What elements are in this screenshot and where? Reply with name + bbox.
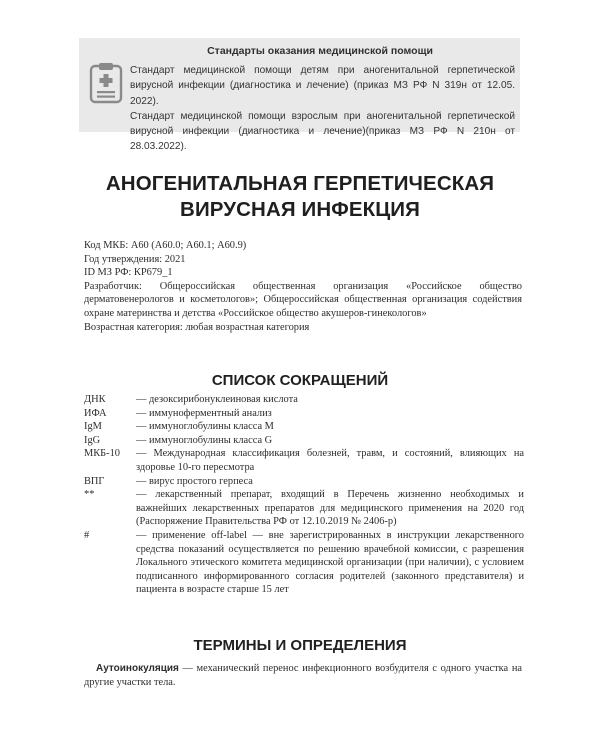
abbreviation-key: # <box>84 529 90 541</box>
abbreviation-row <box>84 447 524 474</box>
abbreviation-definition: — лекарственный препарат, входящий в Перечень жизненно необходимых и важнейших лекарственных препаратов для медицинского применения на 2020 год (Распоряжение Правительства РФ от 12.10.2019 № 2406-р) <box>136 489 524 528</box>
approval-year: Год утверждения: 2021 <box>84 253 186 265</box>
abbreviations-heading: СПИСОК СОКРАЩЕНИЙ <box>211 372 389 389</box>
abbreviation-definition: — иммуноферментный анализ <box>136 407 272 419</box>
developer: Разработчик: Общероссийская общественная организация «Российское общество дерматовенерологов и косметологов»; Общероссийская общественная организация содействия охране материнства и детства «Российское общество акушеров-гинекологов» <box>84 280 522 319</box>
abbreviation-key: IgM <box>84 421 102 433</box>
standard-item: Стандарт медицинской помощи детям при аногенитальной герпетической вирусной инфекции (диагностика и лечение) (приказ МЗ РФ N 319н от 12.05. 2022). <box>130 65 515 107</box>
abbreviation-key: ДНК <box>84 394 106 405</box>
abbreviation-row <box>84 475 524 489</box>
ministry-id: ID МЗ РФ: КР679_1 <box>84 267 173 279</box>
age-category: Возрастная категория: любая возрастная категория <box>84 321 310 333</box>
abbreviation-key: МКБ-10 <box>84 448 120 460</box>
abbreviation-definition: — дезоксирибонуклеиновая кислота <box>136 394 298 405</box>
terms-heading: ТЕРМИНЫ И ОПРЕДЕЛЕНИЯ <box>193 637 407 654</box>
abbreviation-row <box>84 434 524 448</box>
term-word: Аутоинокуляция <box>96 663 179 674</box>
standard-item: Стандарт медицинской помощи взрослым при аногенитальной герпетической вирусной инфекции (диагностика и лечение)(приказ МЗ РФ N 210н от 28.03.2022). <box>130 110 515 153</box>
abbreviation-definition: — иммуноглобулины класса G <box>136 434 273 446</box>
meta-block <box>84 239 522 334</box>
page-title-line-2: ВИРУСНАЯ ИНФЕКЦИЯ <box>180 198 420 221</box>
abbreviation-row <box>84 420 524 434</box>
standards-list <box>130 63 515 155</box>
abbreviation-key: ** <box>84 489 95 501</box>
terms-list <box>84 662 522 689</box>
abbreviation-row <box>84 407 524 421</box>
abbreviation-definition: — иммуноглобулины класса М <box>136 421 274 433</box>
abbreviation-row <box>84 393 524 407</box>
abbreviation-key: ВПГ <box>84 475 105 487</box>
term-definition: — механический перенос инфекционного возбудителя с одного участка на другие участки тела. <box>84 663 522 688</box>
abbreviation-row <box>84 488 524 529</box>
page-title-line-1: АНОГЕНИТАЛЬНАЯ ГЕРПЕТИЧЕСКАЯ <box>105 172 495 195</box>
abbreviations-list <box>84 393 524 597</box>
term-entry <box>84 662 522 689</box>
abbreviation-definition: — вирус простого герпеса <box>136 475 253 487</box>
abbreviation-definition: — применение off-label — вне зарегистрированных в инструкции лекарственного средства показаний осуществляется по решению врачебной комиссии, с разрешения Локального этического комитета медицинской организации (при наличии), с условием подписанного информированного согласия родителей (законного представителя) и пациента в возрасте старше 15 лет <box>136 529 524 596</box>
abbreviation-row <box>84 529 524 597</box>
clipboard-medical-icon <box>89 62 123 104</box>
abbreviation-key: IgG <box>84 434 101 446</box>
abbreviation-key: ИФА <box>84 407 107 419</box>
standards-title: Стандарты оказания медицинской помощи <box>207 45 433 57</box>
icd-code: Код МКБ: А60 (А60.0; А60.1; А60.9) <box>84 240 247 251</box>
standards-box <box>79 38 520 153</box>
abbreviation-definition: — Международная классификация болезней, травм, и состояний, влияющих на здоровье 10-го пересмотра <box>136 448 524 473</box>
page-title <box>60 171 540 223</box>
